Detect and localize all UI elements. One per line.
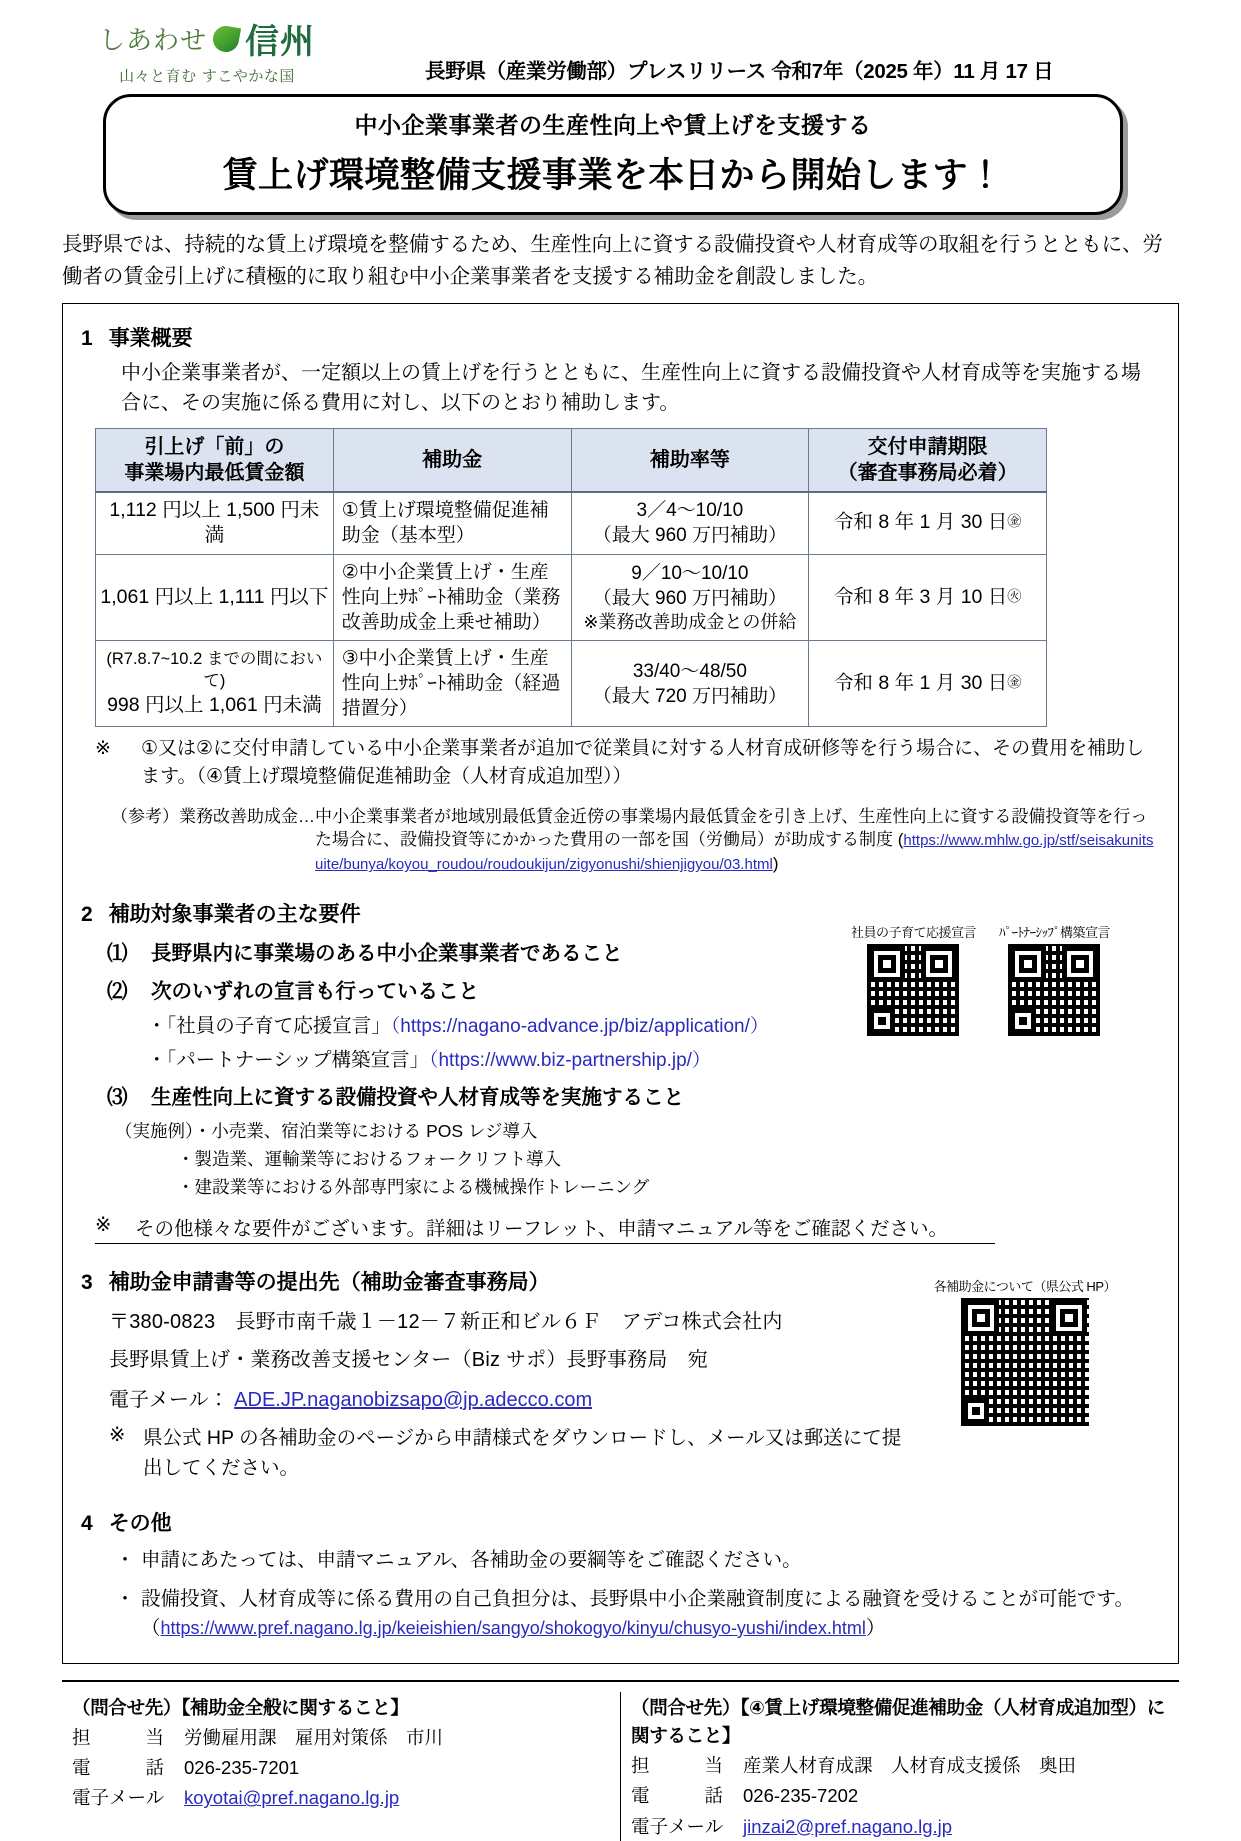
contact-right-phone-label: 電 話 [631, 1785, 730, 1807]
cell-wage [96, 641, 334, 727]
requirement-2-text: 次のいずれの宣言も行っていること [151, 979, 479, 1003]
section-1-reference [111, 805, 1160, 876]
leaf-icon [211, 24, 241, 54]
section-3-number: 3 [81, 1270, 93, 1294]
contact-left-row-phone [72, 1754, 614, 1782]
col-header-deadline [809, 428, 1047, 492]
declaration-bullet-2 [147, 1044, 1160, 1072]
col-header-rate: 補助率等 [571, 428, 809, 492]
contact-left-person-label: 担 当 [72, 1727, 171, 1749]
cell-rate-value: 9／10～10/10 [631, 562, 749, 584]
qr-official-hp-caption: 各補助金について（県公式 HP） [933, 1278, 1116, 1294]
mhlw-link[interactable]: https://www.mhlw.go.jp/stf/seisakunitsuite/bunya/koyou_roudou/roudoukijun/zigyonushi/shienjigyou/03.html [315, 832, 1154, 874]
example-line-2: ・製造業、運輸業等におけるフォークリフト導入 [177, 1148, 562, 1169]
page-title: 賃上げ環境整備支援事業を本日から開始します！ [222, 156, 1004, 195]
contact-box-left [62, 1692, 621, 1841]
contact-box-right [621, 1692, 1179, 1841]
contact-right-person-value: 産業人材育成課 人材育成支援係 奥田 [743, 1755, 1077, 1777]
cell-wage-value: 1,112 円以上 1,500 円未満 [109, 498, 320, 547]
contact-right-row-person [631, 1752, 1173, 1780]
contact-right-row-mail [631, 1813, 1173, 1841]
section-3-note-mark: ※ [109, 1423, 126, 1446]
contact-left-heading: （問合せ先）【補助金全般に関すること】 [72, 1697, 409, 1719]
title-subtitle: 中小企業事業者の生産性向上や賃上げを支援する [354, 112, 872, 138]
logo-tagline: 山々と育む すこやかな国 [119, 67, 295, 85]
cell-wage-note: (R7.8.7~10.2 までの間において) [106, 650, 323, 690]
lead-paragraph: 長野県では、持続的な賃上げ環境を整備するため、生産性向上に資する設備投資や人材育成等の取組を行うとともに、労働者の賃金引上げに積極的に取り組む中小企業事業者を支援する補助金を創設しました。 [62, 233, 1163, 288]
cell-rate [571, 641, 809, 727]
title-box [103, 94, 1123, 215]
contact-right-mail-label: 電子メール [631, 1815, 724, 1837]
section-2-note [95, 1213, 995, 1244]
cell-wage-value: 1,061 円以上 1,111 円以下 [100, 585, 329, 608]
cell-wage [96, 555, 334, 641]
section-2-title: 補助対象事業者の主な要件 [108, 902, 361, 926]
contact-left-mail-link[interactable]: koyotai@pref.nagano.lg.jp [184, 1787, 400, 1809]
section-1-note-text: ①又は②に交付申請している中小企業事業者が追加で従業員に対する人材育成研修等を行う場合に、その費用を補助します。（④賃上げ環境整備促進補助金（人材育成追加型）） [141, 738, 1145, 788]
qr-code-official-hp-icon[interactable] [961, 1298, 1089, 1426]
requirement-3-text: 生産性向上に資する設備投資や人材育成等を実施すること [151, 1085, 684, 1109]
bullet-dot-2: ・ [115, 1587, 135, 1610]
declaration-2-label: ・「パートナーシップ構築宣言」 [147, 1048, 429, 1071]
cell-deadline-value: 令和 8 年 1 月 30 日 [833, 671, 1008, 694]
section-1-title: 事業概要 [108, 326, 193, 350]
example-line-3: ・建設業等における外部専門家による機械操作トレーニング [177, 1176, 650, 1197]
cell-rate-max: （最大 720 万円補助） [592, 685, 787, 707]
press-release-date-line: 長野県（産業労働部）プレスリリース 令和7年（2025 年）11 月 17 日 [425, 60, 1054, 83]
contact-left-person-value: 労働雇用課 雇用対策係 市川 [184, 1727, 444, 1749]
other-bullet-2 [109, 1585, 1160, 1644]
qr-official-hp-block [934, 1276, 1116, 1426]
qr-code-partnership-icon[interactable] [1008, 944, 1100, 1036]
section-2-note-text: その他様々な要件がございます。詳細はリーフレット、申請マニュアル等をご確認ください。 [135, 1217, 948, 1240]
requirement-2-mark: ⑵ [107, 979, 128, 1003]
other-bullet-2-pre: 設備投資、人材育成等に係る費用の自己負担分は、長野県中小企業融資制度による融資を受けることが可能です。 （ [141, 1587, 1144, 1639]
requirement-1-text: 長野県内に事業場のある中小企業事業者であること [151, 941, 623, 965]
contact-left-row-person [72, 1724, 614, 1752]
table-header-row [96, 428, 1047, 492]
table-row [96, 641, 1047, 727]
col-header-subsidy: 補助金 [333, 428, 571, 492]
declaration-1-label: ・「社員の子育て応援宣言」 [147, 1014, 391, 1037]
section-2 [81, 898, 1160, 1244]
cell-deadline [809, 492, 1047, 555]
cell-rate-note: ※業務改善助成金との併給 [583, 611, 797, 632]
qr-code-kosodate-icon[interactable] [867, 944, 959, 1036]
contact-left-phone-label: 電 話 [72, 1757, 171, 1779]
other-bullet-2-text [141, 1585, 1160, 1644]
contact-right-mail-link[interactable]: jinzai2@pref.nagano.lg.jp [743, 1815, 953, 1837]
cell-rate [571, 555, 809, 641]
body-container [62, 303, 1179, 1665]
office-address-line-1: 〒380-0823 長野市南千歳１－12－７新正和ビル６Ｆ アデコ株式会社内 [109, 1310, 783, 1333]
section-1-paragraph: 中小企業事業者が、一定額以上の賃上げを行うとともに、生産性向上に資する設備投資や人材育成等を実施する場合に、その実施に係る費用に対し、以下のとおり補助します。 [121, 361, 1141, 414]
office-email-label: 電子メール： [109, 1388, 229, 1411]
partnership-declaration-link[interactable]: （https://www.biz-partnership.jp/） [428, 1049, 711, 1071]
col-header-deadline-line2: （審査事務局必着） [837, 461, 1018, 484]
section-3-title: 補助金申請書等の提出先（補助金審査事務局） [108, 1270, 550, 1294]
col-header-wage-line2: 事業場内最低賃金額 [124, 461, 305, 484]
col-header-deadline-line1: 交付申請期限 [867, 435, 988, 458]
contact-right-phone-value: 026-235-7202 [743, 1785, 859, 1807]
table-row [96, 492, 1047, 555]
contact-right-row-phone [631, 1782, 1173, 1810]
section-3-note-text: 県公式 HP の各補助金のページから申請様式をダウンロードし、メール又は郵送にて提出してください。 [143, 1426, 902, 1480]
office-email-link[interactable]: ADE.JP.naganobizsapo@jp.adecco.com [234, 1388, 593, 1411]
cell-deadline-dow: ㊋ [1007, 587, 1022, 604]
col-header-wage [96, 428, 334, 492]
cell-deadline [809, 641, 1047, 727]
section-1-note-mark: ※ [95, 738, 111, 760]
section-3 [81, 1266, 1160, 1483]
nagano-logo [92, 14, 322, 86]
reference-body: 中小企業事業者が地域別最低賃金近傍の事業場内最低賃金を引き上げ、生産性向上に資する設備投資等を行った場合に、設備投資等にかかった費用の一部を国（労働局）が助成する制度 (https://www.mhlw.go.jp/stf/seisakunitsuite/bunya/koyou_roudou/roudoukijun/zigyonushi/shienjigyou/03.html) [315, 806, 1154, 874]
cell-deadline-value: 令和 8 年 3 月 10 日 [833, 585, 1008, 608]
cell-deadline-dow: ㊎ [1007, 513, 1022, 530]
requirement-1-mark: ⑴ [107, 941, 128, 965]
cell-wage [96, 492, 334, 555]
section-4-heading [81, 1507, 1160, 1537]
other-bullet-1-text: 申請にあたっては、申請マニュアル、各補助金の要綱等をご確認ください。 [141, 1549, 802, 1572]
contact-left-mail-label: 電子メール [72, 1787, 165, 1809]
cell-subsidy-name: ②中小企業賃上げ・生産性向上ｻﾎﾟｰﾄ補助金（業務改善助成金上乗せ補助） [333, 555, 571, 641]
logo-shinshu-text: 信州 [245, 22, 315, 62]
requirement-3-mark: ⑶ [107, 1085, 128, 1109]
other-bullet-2-post: ） [865, 1616, 886, 1639]
example-line-1: （実施例）・小売業、宿泊業等における POS レジ導入 [115, 1120, 538, 1141]
logo-shiawase-text: しあわせ [98, 26, 207, 56]
document-header [0, 0, 1241, 92]
reference-text: 中小企業事業者が地域別最低賃金近傍の事業場内最低賃金を引き上げ、生産性向上に資する設備投資等を行った場合に、設備投資等にかかった費用の一部を国（労働局）が助成する制度 [315, 806, 1148, 850]
cell-rate-max: （最大 960 万円補助） [592, 525, 787, 547]
contact-footer [62, 1680, 1179, 1841]
cell-rate-value: 33/40～48/50 [632, 660, 747, 682]
other-bullet-1 [109, 1546, 1160, 1575]
logo-main-row [92, 14, 322, 63]
section-4 [81, 1507, 1160, 1643]
bullet-dot-1: ・ [115, 1549, 135, 1572]
cell-deadline-value: 令和 8 年 1 月 30 日 [833, 511, 1008, 534]
section-1 [81, 322, 1160, 876]
qr-kosodate-block [851, 922, 976, 1036]
reference-label: （参考）業務改善助成金… [111, 806, 315, 826]
cell-deadline [809, 555, 1047, 641]
section-4-number: 4 [81, 1512, 93, 1536]
contact-left-row-mail [72, 1784, 614, 1812]
cell-rate-value: 3／4～10/10 [636, 500, 744, 522]
yushi-seido-link[interactable]: https://www.pref.nagano.lg.jp/keieishien/sangyo/shokogyo/kinyu/chusyo-yushi/index.html [160, 1617, 866, 1638]
qr-partnership-caption: ﾊﾟｰﾄﾅｰｼｯﾌﾟ構築宣言 [998, 924, 1110, 940]
kosodate-declaration-link[interactable]: （https://nagano-advance.jp/biz/application/） [390, 1015, 769, 1037]
table-row [96, 555, 1047, 641]
subsidy-table [95, 428, 1047, 728]
section-4-title: その他 [108, 1512, 172, 1536]
section-1-heading [81, 322, 1160, 352]
cell-deadline-dow: ㊎ [1007, 673, 1022, 690]
cell-rate-max: （最大 960 万円補助） [592, 587, 787, 609]
cell-subsidy-name: ①賃上げ環境整備促進補助金（基本型） [333, 492, 571, 555]
cell-wage-value: 998 円以上 1,061 円未満 [107, 693, 322, 716]
contact-left-phone-value: 026-235-7201 [184, 1757, 300, 1779]
section-1-note [95, 735, 1160, 790]
cell-subsidy-name: ③中小企業賃上げ・生産性向上ｻﾎﾟｰﾄ補助金（経過措置分） [333, 641, 571, 727]
section-1-number: 1 [81, 326, 93, 350]
qr-kosodate-caption: 社員の子育て応援宣言 [850, 924, 976, 940]
contact-right-heading: （問合せ先）【④賃上げ環境整備促進補助金（人材育成追加型）に関すること】 [631, 1697, 1165, 1747]
requirement-item-3 [107, 1080, 1160, 1110]
office-address-line-2: 長野県賃上げ・業務改善支援センター（Biz サポ）長野事務局 宛 [109, 1348, 708, 1371]
col-header-wage-line1: 引上げ「前」の [144, 435, 285, 458]
section-3-note [109, 1423, 1160, 1483]
cell-rate [571, 492, 809, 555]
section-2-note-mark: ※ [95, 1213, 112, 1236]
contact-right-person-label: 担 当 [631, 1755, 730, 1777]
section-2-number: 2 [81, 902, 93, 926]
qr-partnership-block [999, 922, 1110, 1036]
